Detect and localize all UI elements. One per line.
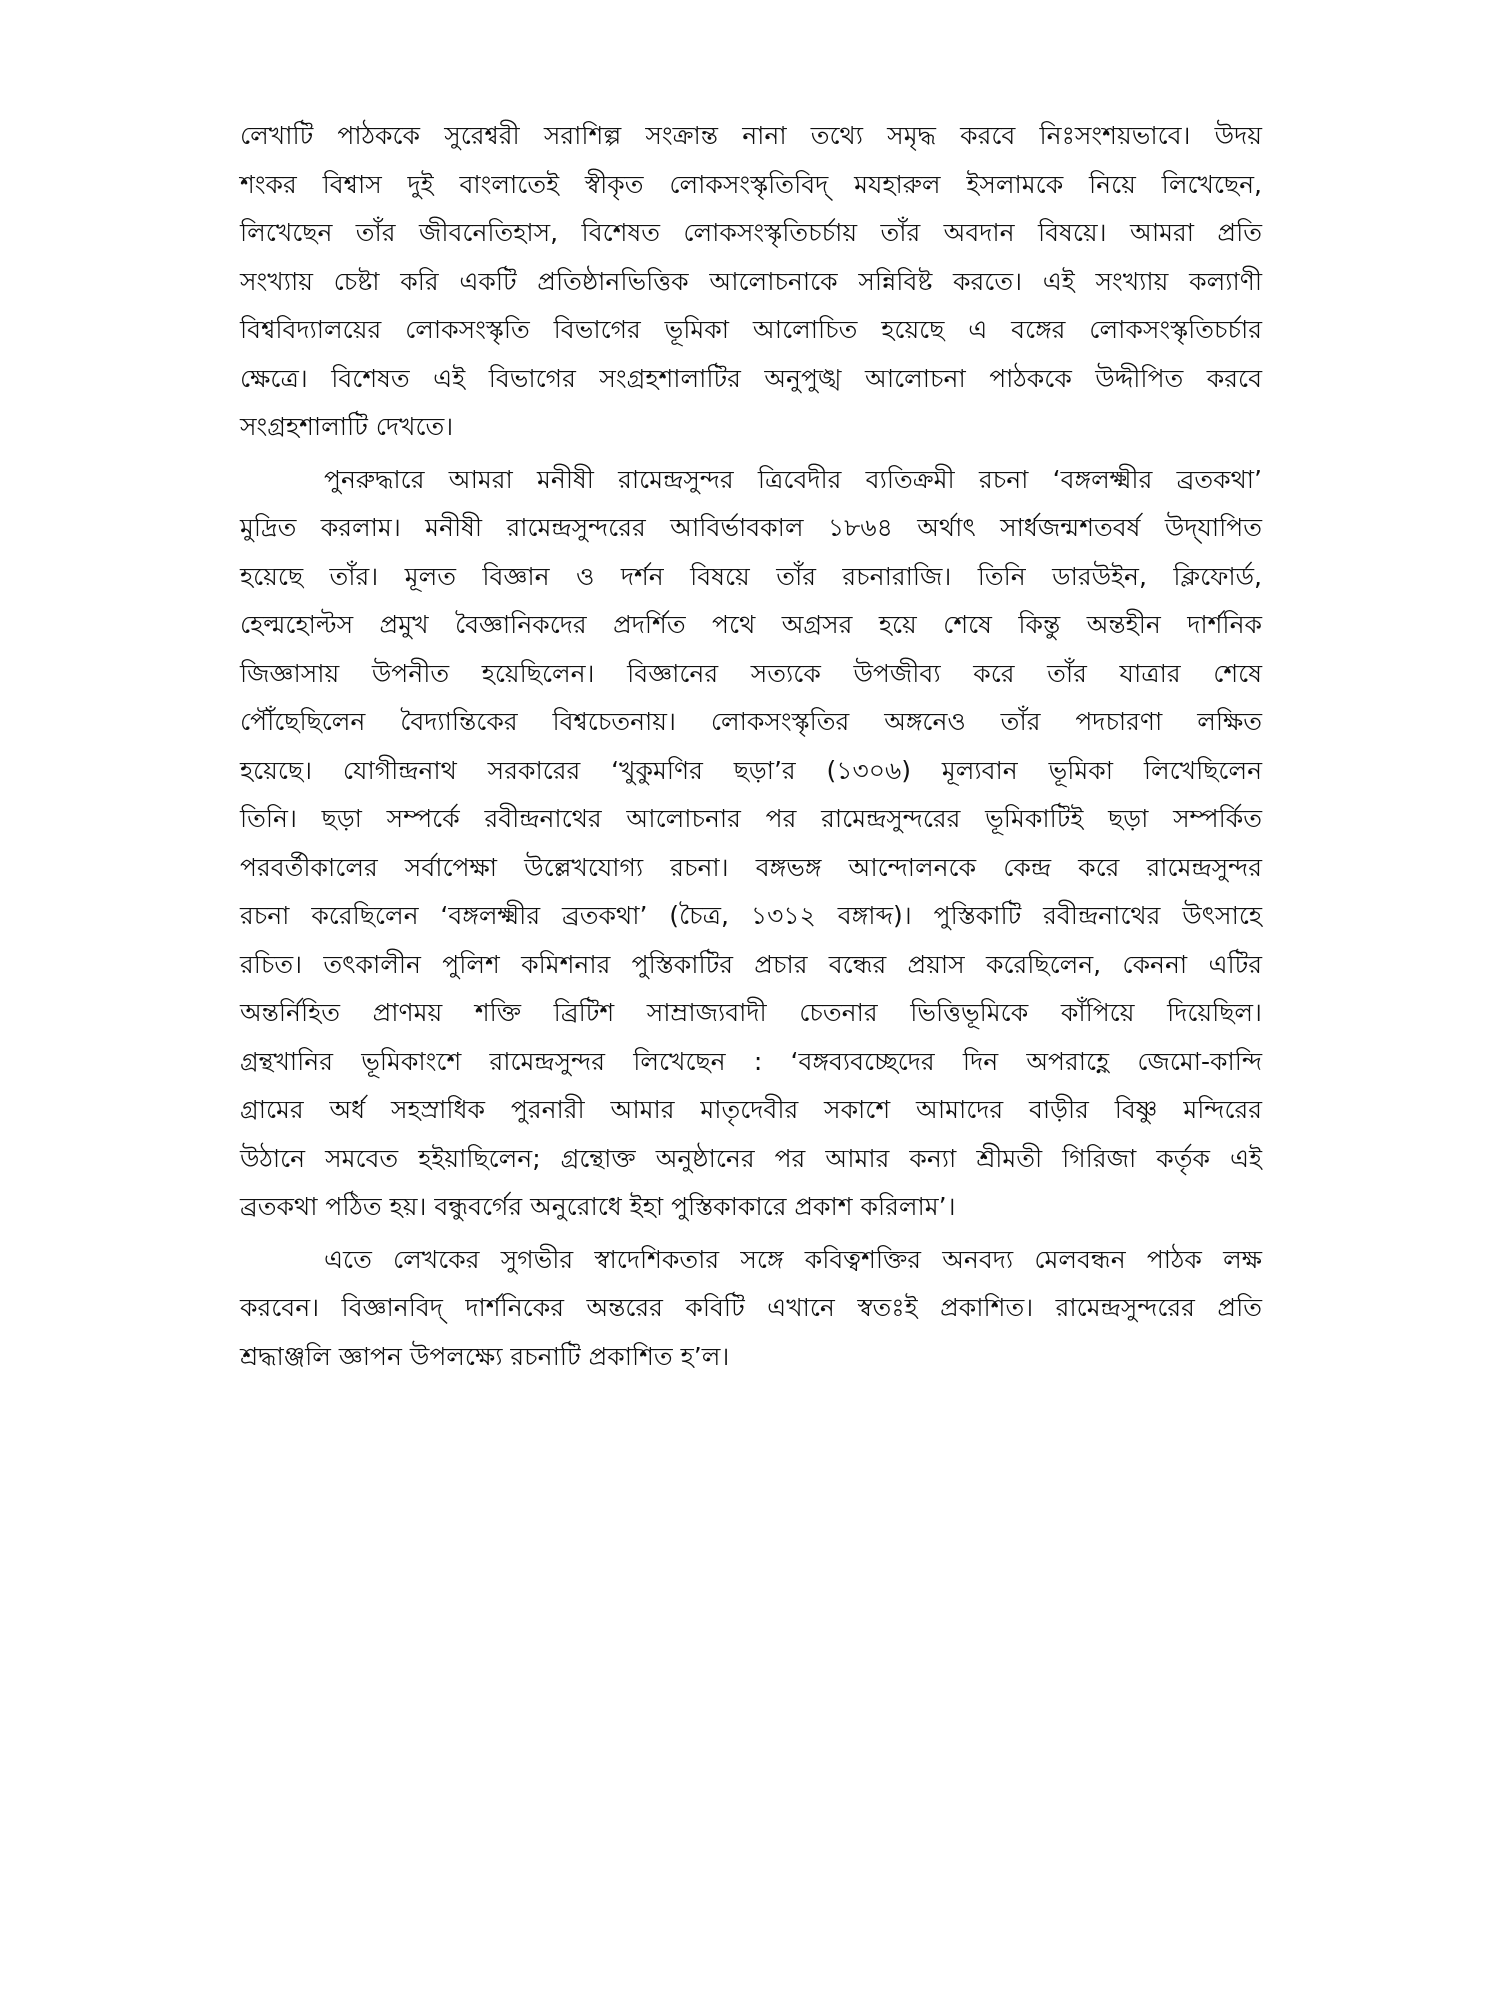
text-line: ব্রতকথা পঠিত হয়। বন্ধুবর্গের অনুরোধে ইহা পুস্তিকাকারে প্রকাশ করিলাম’। — [240, 1192, 956, 1221]
text-line: শংকর বিশ্বাস দুই বাংলাতেই স্বীকৃত লোকসংস্কৃতিবিদ্ মযহারুল ইসলামকে নিয়ে লিখেছেন, — [240, 169, 1262, 199]
text-line: পুনরুদ্ধারে আমরা মনীষী রামেন্দ্রসুন্দর ত্রিবেদীর ব্যতিক্রমী রচনা ‘বঙ্গলক্ষ্মীর ব্রতকথা’ — [324, 464, 1262, 494]
text-line: বিশ্ববিদ্যালয়ের লোকসংস্কৃতি বিভাগের ভূমিকা আলোচিত হয়েছে এ বঙ্গের লোকসংস্কৃতিচর্চার — [240, 315, 1262, 344]
text-line: মুদ্রিত করলাম। মনীষী রামেন্দ্রসুন্দরের আবির্ভাবকাল ১৮৬৪ অর্থাৎ সার্ধজন্মশতবর্ষ উদ্‌যাপিত — [240, 513, 1262, 542]
text-line: রচিত। তৎকালীন পুলিশ কমিশনার পুস্তিকাটির প্রচার বন্ধের প্রয়াস করেছিলেন, কেননা এটির — [240, 949, 1262, 979]
text-line: গ্রন্থখানির ভূমিকাংশে রামেন্দ্রসুন্দর লিখেছেন : ‘বঙ্গব্যবচ্ছেদের দিন অপরাহ্ণে জেমো-কান্দি — [240, 1046, 1262, 1076]
text-line: এতে লেখকের সুগভীর স্বাদেশিকতার সঙ্গে কবিত্বশক্তির অনবদ্য মেলবন্ধন পাঠক লক্ষ — [324, 1244, 1262, 1274]
text-line: হয়েছে। যোগীন্দ্রনাথ সরকারের ‘খুকুমণির ছড়া’র (১৩০৬) মূল্যবান ভূমিকা লিখেছিলেন — [240, 755, 1262, 785]
text-line: ক্ষেত্রে। বিশেষত এই বিভাগের সংগ্রহশালাটির অনুপুঙ্খ আলোচনা পাঠককে উদ্দীপিত করবে — [240, 363, 1262, 393]
paragraph-3 — [240, 1236, 1262, 1382]
paragraph-2 — [240, 456, 1262, 1232]
text-line: শ্রদ্ধাঞ্জলি জ্ঞাপন উপলক্ষ্যে রচনাটি প্রকাশিত হ’ল। — [240, 1341, 730, 1371]
text-line: উঠানে সমবেত হইয়াছিলেন; গ্রন্থোক্ত অনুষ্ঠানের পর আমার কন্যা শ্রীমতী গিরিজা কর্তৃক এই — [240, 1143, 1262, 1173]
text-line: জিজ্ঞাসায় উপনীত হয়েছিলেন। বিজ্ঞানের সত্যকে উপজীব্য করে তাঁর যাত্রার শেষে — [240, 658, 1262, 688]
text-line: হয়েছে তাঁর। মূলত বিজ্ঞান ও দর্শন বিষয়ে তাঁর রচনারাজি। তিনি ডারউইন, ক্লিফোর্ড, — [240, 561, 1262, 591]
body-text — [240, 112, 1262, 1385]
text-line: লিখেছেন তাঁর জীবনেতিহাস, বিশেষত লোকসংস্কৃতিচর্চায় তাঁর অবদান বিষয়ে। আমরা প্রতি — [240, 218, 1262, 247]
text-line: পরবর্তীকালের সর্বাপেক্ষা উল্লেখযোগ্য রচনা। বঙ্গভঙ্গ আন্দোলনকে কেন্দ্র করে রামেন্দ্রসুন্দর — [240, 852, 1262, 882]
text-line: লেখাটি পাঠককে সুরেশ্বরী সরাশিল্প সংক্রান্ত নানা তথ্যে সমৃদ্ধ করবে নিঃসংশয়ভাবে। উদয় — [240, 121, 1262, 150]
text-line: হেল্মহোল্টস প্রমুখ বৈজ্ঞানিকদের প্রদর্শিত পথে অগ্রসর হয়ে শেষে কিন্তু অন্তহীন দার্শনিক — [240, 610, 1262, 639]
text-line: সংগ্রহশালাটি দেখতে। — [240, 412, 454, 441]
text-line: অন্তর্নিহিত প্রাণময় শক্তি ব্রিটিশ সাম্রাজ্যবাদী চেতনার ভিত্তিভূমিকে কাঁপিয়ে দিয়েছিল। — [240, 998, 1262, 1027]
text-line: সংখ্যায় চেষ্টা করি একটি প্রতিষ্ঠানভিত্তিক আলোচনাকে সন্নিবিষ্ট করতে। এই সংখ্যায় কল্যাণী — [240, 266, 1262, 296]
text-line: তিনি। ছড়া সম্পর্কে রবীন্দ্রনাথের আলোচনার পর রামেন্দ্রসুন্দরের ভূমিকাটিই ছড়া সম্পর্কিত — [240, 804, 1262, 833]
text-line: পৌঁছেছিলেন বৈদ্যান্তিকের বিশ্বচেতনায়। লোকসংস্কৃতির অঙ্গনেও তাঁর পদচারণা লক্ষিত — [240, 707, 1262, 736]
text-line: করবেন। বিজ্ঞানবিদ্ দার্শনিকের অন্তরের কবিটি এখানে স্বতঃই প্রকাশিত। রামেন্দ্রসুন্দরের প্রতি — [240, 1293, 1262, 1322]
text-line: রচনা করেছিলেন ‘বঙ্গলক্ষ্মীর ব্রতকথা’ (চৈত্র, ১৩১২ বঙ্গাব্দ)। পুস্তিকাটি রবীন্দ্রনাথের উৎসাহে — [240, 901, 1262, 930]
text-line: গ্রামের অর্ধ সহস্রাধিক পুরনারী আমার মাতৃদেবীর সকাশে আমাদের বাড়ীর বিষ্ণু মন্দিরের — [240, 1095, 1262, 1124]
paragraph-1 — [240, 112, 1262, 452]
